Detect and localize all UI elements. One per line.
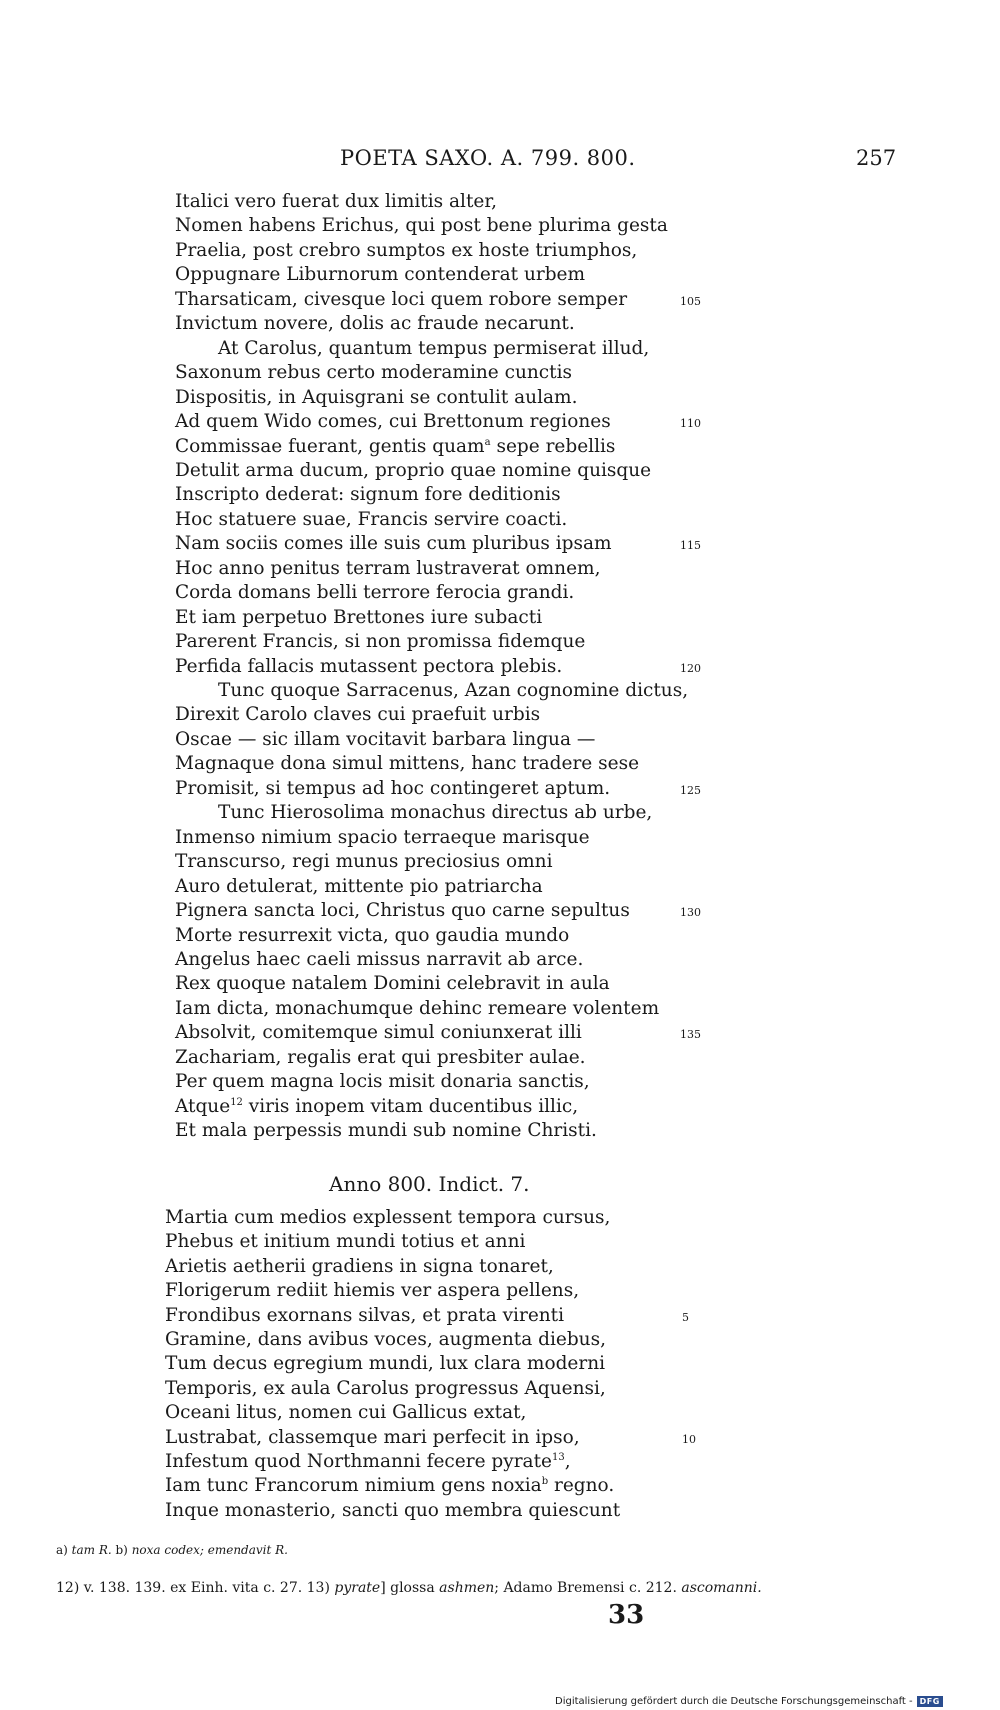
line-number: 130 — [680, 906, 701, 920]
verse-line: Italici vero fuerat dux limitis alter, — [175, 191, 498, 212]
verse-line: Et mala perpessis mundi sub nomine Christi. — [175, 1120, 597, 1142]
line-number: 5 — [682, 1310, 689, 1324]
verse-line: Infestum quod Northmanni fecere pyrate$^{13}$, — [165, 1451, 571, 1472]
source-footnotes: 12) v. 138. 139. ex Einh. vita c. 27. 13) pyrate] glossa ashmen; Adamo Bremensi c. 212. ascomanni. — [56, 1580, 762, 1596]
verse-line: Tunc quoque Sarracenus, Azan cognomine dictus, — [218, 680, 689, 701]
verse-line: Pignera sancta loci, Christus quo carne sepultus — [175, 900, 630, 922]
dfg-footer — [555, 1696, 943, 1707]
verse-line: Hoc statuere suae, Francis servire coacti. — [175, 508, 568, 530]
verse-line: Temporis, ex aula Carolus progressus Aquensi, — [165, 1377, 606, 1399]
verse-line: Perfida fallacis mutassent pectora plebis. — [175, 655, 563, 677]
verse-line: Transcurso, regi munus preciosius omni — [175, 851, 553, 873]
verse-line: Dispositis, in Aquisgrani se contulit aulam. — [175, 386, 578, 408]
page-number: 257 — [856, 146, 897, 170]
verse-line: Promisit, si tempus ad hoc contingeret aptum. — [175, 777, 611, 799]
verse-line: Oscae — sic illam vocitavit barbara lingua — — [175, 728, 596, 750]
verse-line: Auro detulerat, mittente pio patriarcha — [175, 875, 543, 897]
line-number: 115 — [680, 539, 701, 553]
section-heading: Anno 800. Indict. 7. — [329, 1172, 530, 1196]
textual-footnotes: a) tam R. b) noxa codex; emendavit R. — [56, 1543, 288, 1557]
verse-line: Et iam perpetuo Brettones iure subacti — [175, 606, 543, 628]
verse-line: Hoc anno penitus terram lustraverat omnem, — [175, 557, 601, 579]
verse-line: Lustrabat, classemque mari perfecit in ipso, — [165, 1426, 580, 1448]
verse-line: Tunc Hierosolima monachus directus ab urbe, — [218, 802, 653, 824]
verse-line: Tharsaticam, civesque loci quem robore semper — [175, 288, 628, 310]
verse-line: Nam sociis comes ille suis cum pluribus ipsam — [175, 533, 612, 555]
verse-line: Frondibus exornans silvas, et prata virenti — [165, 1304, 565, 1326]
verse-line: Ad quem Wido comes, cui Brettonum regiones — [175, 411, 611, 433]
verse-line: Zachariam, regalis erat qui presbiter aulae. — [175, 1046, 586, 1068]
running-header — [0, 146, 1000, 176]
dfg-footer-text: Digitalisierung gefördert durch die Deutsche Forschungsgemeinschaft - — [555, 1696, 913, 1707]
verse-line: Iam dicta, monachumque dehinc remeare volentem — [175, 997, 660, 1019]
line-number: 10 — [682, 1432, 696, 1446]
verse-line: At Carolus, quantum tempus permiserat illud, — [218, 337, 650, 359]
verse-line: Iam tunc Francorum nimium gens noxia$^b$ regno. — [165, 1475, 615, 1497]
verse-line: Commissae fuerant, gentis quam$^a$ sepe rebellis — [175, 435, 616, 457]
line-number: 135 — [680, 1028, 701, 1042]
verse-line: Parerent Francis, si non promissa fidemque — [175, 631, 586, 653]
verse-line: Praelia, post crebro sumptos ex hoste triumphos, — [175, 239, 638, 261]
verse-line: Inscripto dederat: signum fore deditionis — [175, 484, 561, 506]
verse-line: Phebus et initium mundi totius et anni — [165, 1231, 526, 1253]
verse-line: Saxonum rebus certo moderamine cunctis — [175, 362, 573, 384]
verse-line: Inmenso nimium spacio terraeque marisque — [175, 826, 590, 848]
verse-line: Nomen habens Erichus, qui post bene plurima gesta — [175, 215, 668, 237]
verse-line: Arietis aetherii gradiens in signa tonaret, — [165, 1255, 554, 1277]
verse-line: Magnaque dona simul mittens, hanc tradere sese — [175, 753, 640, 775]
verse-line: Tum decus egregium mundi, lux clara moderni — [165, 1353, 606, 1375]
verse-line: Rex quoque natalem Domini celebravit in aula — [175, 973, 610, 995]
verse-line: Gramine, dans avibus voces, augmenta diebus, — [165, 1329, 606, 1350]
verse-line: Florigerum rediit hiemis ver aspera pellens, — [165, 1280, 580, 1302]
verse-line: Martia cum medios explessent tempora cursus, — [165, 1207, 611, 1228]
verse-line: Morte resurrexit victa, quo gaudia mundo — [175, 924, 570, 946]
line-number: 105 — [680, 294, 701, 308]
verse-line: Oceani litus, nomen cui Gallicus extat, — [165, 1402, 527, 1424]
verse-line: Angelus haec caeli missus narravit ab arce. — [175, 948, 584, 970]
verse-line: Per quem magna locis misit donaria sanctis, — [175, 1071, 590, 1093]
line-number: 110 — [680, 417, 701, 431]
verse-line: Invictum novere, dolis ac fraude necarunt. — [175, 313, 575, 335]
verse-line: Corda domans belli terrore ferocia grandi. — [175, 582, 575, 604]
verse-line: Detulit arma ducum, proprio quae nomine quisque — [175, 459, 652, 481]
verse-line: Inque monasterio, sancti quo membra quiescunt — [165, 1499, 621, 1521]
line-number: 125 — [680, 783, 701, 797]
verse-line: Oppugnare Liburnorum contenderat urbem — [175, 264, 586, 286]
signature-mark: 33 — [608, 1600, 645, 1630]
dfg-logo-icon: DFG — [917, 1696, 943, 1707]
line-number: 120 — [680, 661, 701, 675]
verse-line: Atque$^{12}$ viris inopem vitam ducentibus illic, — [175, 1095, 579, 1117]
running-title: POETA SAXO. A. 799. 800. — [340, 146, 636, 170]
verse-line: Absolvit, comitemque simul coniunxerat illi — [175, 1022, 582, 1044]
verse-line: Direxit Carolo claves cui praefuit urbis — [175, 704, 541, 726]
